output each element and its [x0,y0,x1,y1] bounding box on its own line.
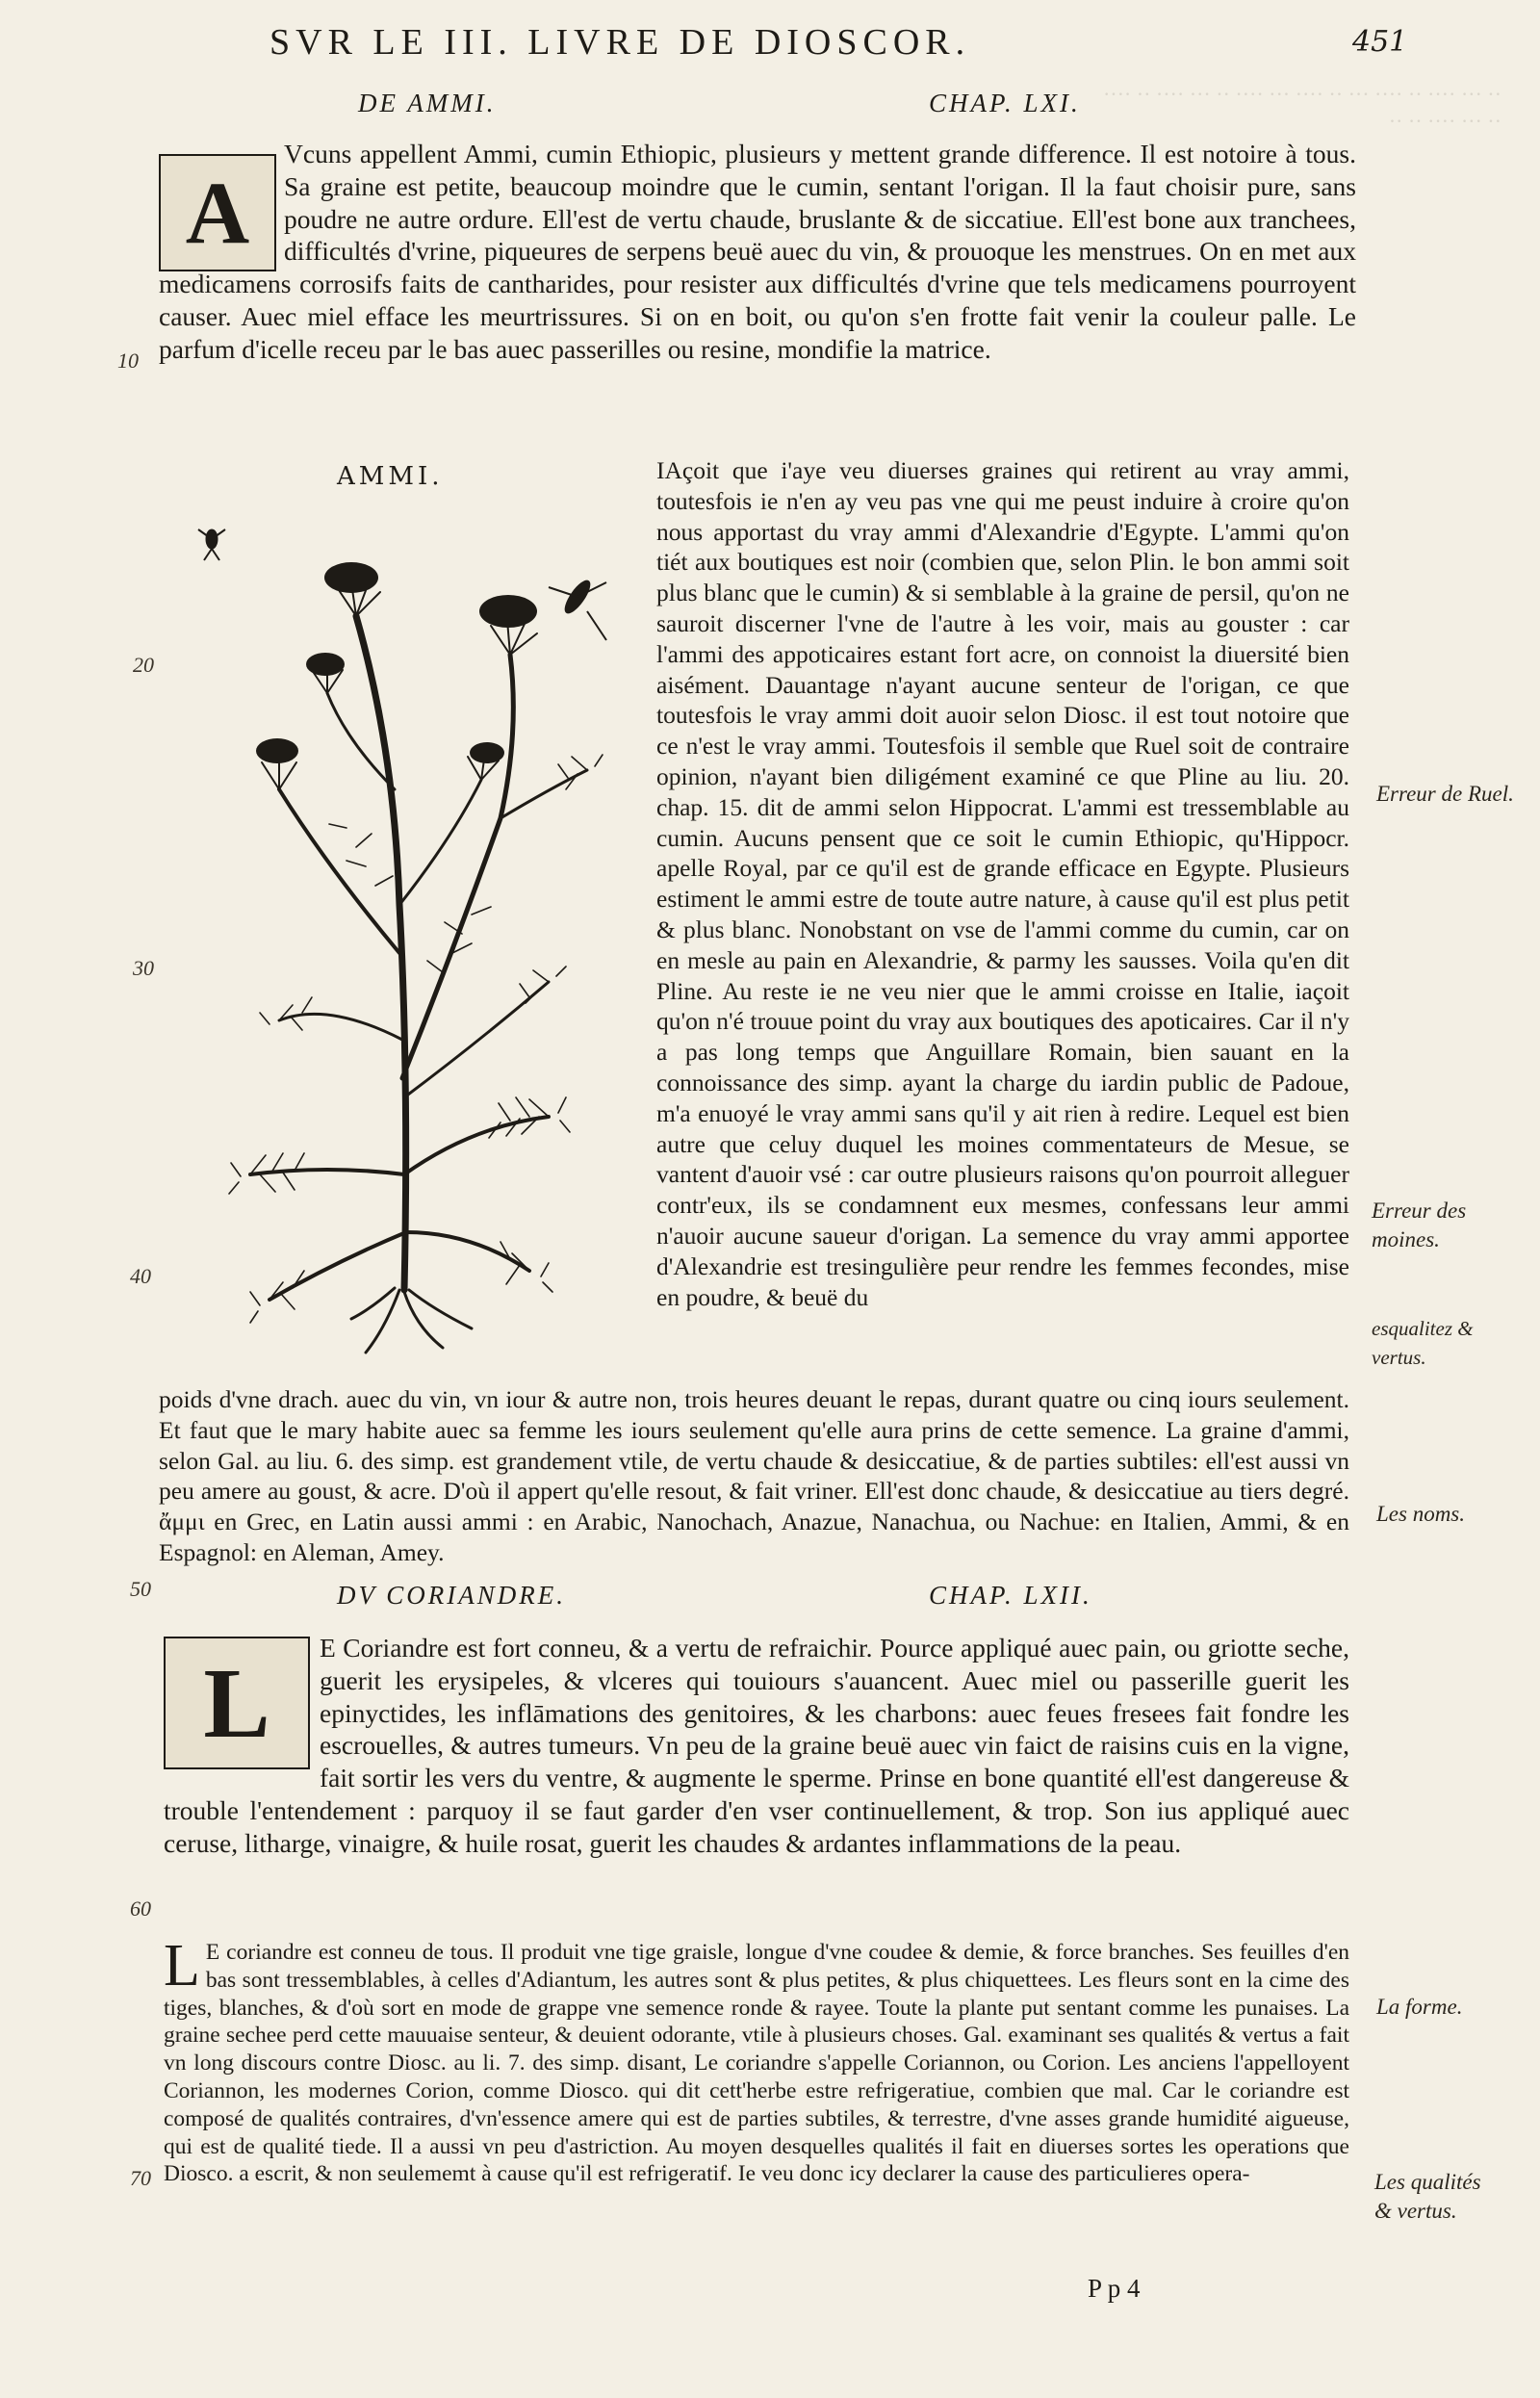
decorated-initial: L [164,1637,310,1769]
decorated-initial: A [159,154,276,271]
signature-mark: P p 4 [1088,2274,1141,2303]
line-number: 50 [130,1577,151,1601]
margin-note: La forme. [1376,1995,1463,2019]
commentary-continuation: poids d'vne drach. auec du vin, vn iour & autre non, trois heures deuant le repas, durant quatre ou cinq iours seulement. Et faut que le mary habite auec sa femme les iours seulement qu'elle aura prins de cette semence. La graine d'ammi, selon Gal. au liu. 6. des simp. est grandement vtile, de vertu chaude & desiccatiue, & de parties subtiles: ell'est aussi vn peu amere au goust, & acre. D'où il appert qu'elle resout, & fait vriner. Ell'est donc chaude, & desiccatiue au tiers degré. ἄμμι en Grec, en Latin aussi ammi : en Arabic, Nanochach, Anazue, Nanachua, ou Nachue: en Italien, Ammi, & en Espagnol: en Aleman, Amey. [159,1385,1349,1566]
initial-spacer [164,1632,320,1766]
line-number: 40 [130,1264,151,1288]
line-number: 30 [133,956,154,980]
running-head: SVR LE III. LIVRE DE DIOSCOR. [270,22,971,63]
initial-spacer [159,138,284,261]
margin-note: Les qualités & vertus. [1374,2170,1481,2223]
chapter-text-content: Vcuns appellent Ammi, cumin Ethiopic, plusieurs y mettent grande difference. Il est notoire à tous. Sa graine est petite, beaucoup moindre que le cumin, sentant l'origan. Il la faut choisir pure, sans poudre ne autre ordure. Ell'est de vertu chaude, bruslante & de siccatiue. Ell'est bone aux tranchees, difficultés d'vrine, piqueures de serpens beuë auec du vin, & prouoque les menstrues. On en met aux medicamens corrosifs faits de cantharides, pour resister aux difficultés d'vrine que tels medicamens pourroyent causer. Auec miel efface les meurtrissures. Si on en boit, ou qu'on s'en frotte fait venir la couleur palle. Le parfum d'icelle receu par le bas auec passerilles ou resine, mondifie la matrice. [159,139,1356,364]
margin-note: Erreur de Ruel. [1376,782,1514,806]
insect-icons [198,529,606,640]
plant-woodcut-illustration [164,501,645,1367]
plant-caption: AMMI. [337,462,444,491]
commentary-paragraph-content: E coriandre est conneu de tous. Il produit vne tige graisle, longue d'vne coudee & demie, & force branches. Ses feuilles d'en bas sont tressemblables, à celles d'Adiantum, les autres sont & plus petites, & plus chiquettees. Les fleurs sont en la cime des tiges, blanches, & d'où sort en mode de grappe vne semence ronde & rayee. Toute la plante put sentant comme les punaises. La graine sechee perd cette mauuaise senteur, & deuient odorante, vtile à plusieurs choses. Gal. examinant ses qualités & vertus a fait vn long discours contre Diosc. au li. 7. des simp. disant, Le coriandre s'appelle Coriannon, ou Corion. Les anciens l'appelloyent Coriannon, les modernes Corion, comme Diosco. qui dit cett'herbe estre refrigeratiue, combien que mal. Car le coriandre est composé de qualités contraires, d'vn'essence amere qui est de parties subtiles, & terrestre, d'vne asses grande humidité aigueuse, qui est de qualité tiede. Il a aussi vn peu d'astriction. Au moyen desquelles qualités il fait en diuerses sortes les operations que Diosco. a escrit, & non seulememt à cause qu'il est refrigeratif. Ie veu donc icy declarer la cause des particulieres opera- [164,1940,1349,2187]
bleed-through: ·· ··· ···· ·· ···· ··· ·· ···· ··· ···· ·· ··· ···· ·· ···· ·· ··· ···· ·· ·· [1102,82,1502,133]
line-number: 20 [133,653,154,677]
initial-letter: L [164,1933,200,1998]
chapter-number: CHAP. LXII. [929,1581,1092,1610]
line-number: 10 [117,348,139,373]
margin-note: Les noms. [1376,1502,1466,1526]
chapter-title: DV CORIANDRE. [337,1581,566,1610]
commentary-paragraph [164,1933,1349,2188]
chapter-text [164,1632,1349,1860]
chapter-number: CHAP. LXI. [929,89,1081,117]
chapter-text-content: E Coriandre est fort conneu, & a vertu de refraichir. Pource appliqué auec pain, ou griotte seche, guerit les erysipeles, & vlceres qui touiours s'auancent. Auec miel ou passerille guerit les epinyctides, les inflāmations des genitoires, & les charbons: auec feues fresees fait fondre les escrouelles, & autres tumeurs. Vn peu de la graine beuë auec vin faict de raisins cuis en la vigne, fait sortir les vers du ventre, & augmente le sperme. Prinse en bone quantité ell'est dangereuse & trouble l'entendement : parquoy il se faut garder d'en vser continuellement, & trop. Son ius appliqué auec ceruse, litharge, vinaigre, & huile rosat, guerit les chaudes & ardantes inflammations de la peau. [164,1633,1349,1858]
margin-note: Erreur des moines. [1372,1199,1467,1251]
line-number: 70 [130,2166,151,2190]
commentary-column: IAçoit que i'aye veu diuerses graines qui retirent au vray ammi, toutesfois ie n'en ay veu pas vne qui me peust induire à croire qu'on nous apportast du vray ammi d'Alexandrie d'Egypte. L'ammi qu'on tiét aux boutiques est noir (combien que, selon Plin. le bon ammi soit plus blanc que le cumin) & si semblable à la graine de persil, qu'on ne sauroit discerner l'vne de l'autre à les voir, mais au gouster : car l'ammi des appoticaires estant fort acre, on connoist la diuersité bien aisément. Dauantage n'ayant aucune senteur de l'origan, ce que toutesfois le vray ammi doit auoir selon Diosc. il est tout notoire que ce n'est le vray ammi. Toutesfois il semble que Ruel soit de contraire opinion, n'ayant bien diligément examiné ce que Pline au liu. 20. chap. 15. dit de ammi selon Hippocrat. L'ammi est tressemblable au cumin. Aucuns pensent que ce soit le cumin Ethiopic, qu'Hippocr. apelle Royal, par ce qu'il est de grande efficace en Egypte. Plusieurs estiment le ammi estre de toute autre nature, à cause qu'il est plus petit & plus blanc. Nonobstant on vse de l'ammi comme du cumin, car on en mesle au pain en Alexandrie, & parmy les sausses. Voila qu'en dit Pline. Au reste ie ne veu nier que le ammi croisse en Italie, iaçoit qu'on n'é trouue point du vray aux boutiques des apoticaires. Car il n'y a pas long temps que Anguillare Romain, bien sauant en la connoissance des simp. ayant la charge du iardin public de Padoue, m'a enuoyé le vray ammi sans qu'il y ait rien à redire. Lequel est bien autre que celuy duquel les moines commentateurs de Mesue, se vantent d'auoir vsé : car outre plusieurs raisons qu'on pourroit alleguer contr'eux, ils se condamnent eux mesmes, confessans leur ammi n'auoir aucune saueur d'origan. La semence du vray ammi apportee d'Alexandrie est tresingulière peur rendre les femmes fecondes, mise en poudre, & beuë du [656,456,1349,1311]
line-number: 60 [130,1896,151,1921]
chapter-title: DE AMMI. [358,89,497,117]
page-number: 451 [1352,25,1408,59]
chapter-text [159,138,1356,366]
margin-note: esqualitez & vertus. [1372,1317,1474,1369]
